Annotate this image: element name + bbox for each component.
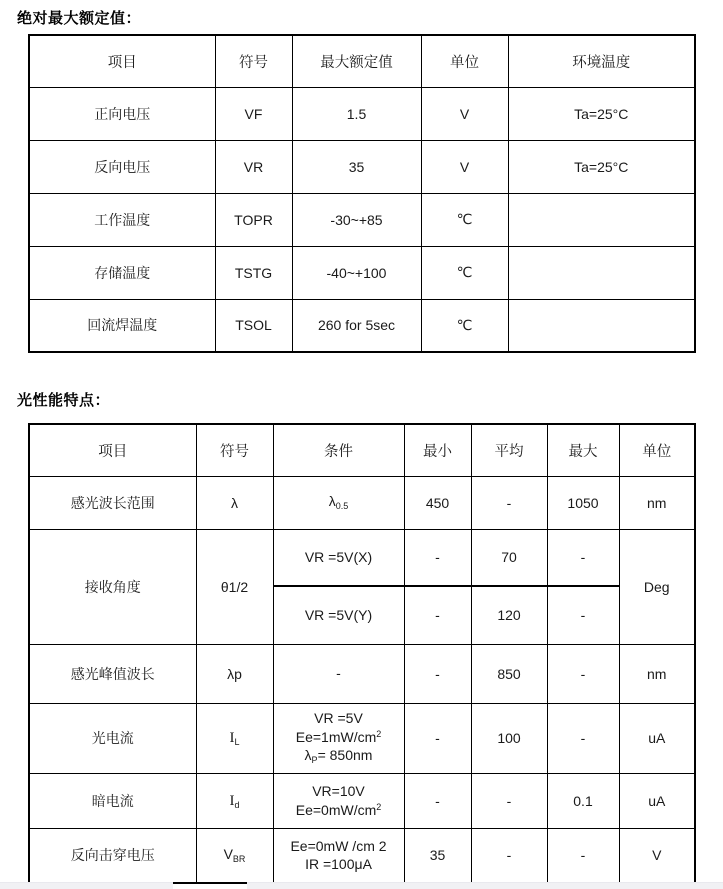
table-row-reflow-solder-temp (29, 299, 695, 352)
cell-unit: ℃ (421, 299, 508, 352)
cell-ambient (508, 246, 695, 299)
column-header-min: 最小 (404, 424, 471, 476)
cell-ambient (508, 193, 695, 246)
cell-condition (273, 703, 404, 773)
cell-item: 光电流 (29, 703, 196, 773)
cell-min: - (404, 703, 471, 773)
page-bottom-strip (0, 882, 723, 889)
cell-avg: - (471, 773, 547, 828)
column-header-item: 项目 (29, 35, 215, 87)
cell-condition (273, 773, 404, 828)
column-header-ambient-temp: 环境温度 (508, 35, 695, 87)
cell-condition (273, 828, 404, 883)
cell-min: 450 (404, 476, 471, 529)
condition-line: VR=10V (312, 783, 365, 800)
table-row-dark-current (29, 773, 695, 828)
absolute-maximum-ratings-table (28, 34, 696, 353)
table-row-half-angle-x (29, 529, 695, 586)
cell-symbol (196, 773, 273, 828)
symbol-base: V (223, 846, 233, 863)
table-header-row (29, 35, 695, 87)
cell-unit: V (421, 140, 508, 193)
section-title-absolute-maximum-ratings: 绝对最大额定值： (17, 10, 142, 27)
cell-item: 存储温度 (29, 246, 215, 299)
cell-value: -30~+85 (292, 193, 421, 246)
cell-symbol: TOPR (215, 193, 292, 246)
condition-line: IR =100μA (305, 856, 372, 873)
bottom-strip-left-segment (0, 882, 173, 889)
symbol-subscript: d (234, 799, 240, 810)
table-row-storage-temp (29, 246, 695, 299)
cell-unit: nm (619, 476, 695, 529)
cell-item: 回流焊温度 (29, 299, 215, 352)
symbol-base: I (229, 792, 235, 809)
cell-ambient (508, 299, 695, 352)
cell-symbol: λ (196, 476, 273, 529)
optical-characteristics-table (28, 423, 696, 884)
cell-unit: ℃ (421, 193, 508, 246)
cell-avg: 100 (471, 703, 547, 773)
condition-lambda: λ (328, 493, 336, 510)
column-header-avg: 平均 (471, 424, 547, 476)
cell-unit: uA (619, 773, 695, 828)
cell-value: 260 for 5sec (292, 299, 421, 352)
cell-avg: - (471, 476, 547, 529)
table-row-breakdown-voltage (29, 828, 695, 883)
cell-item: 工作温度 (29, 193, 215, 246)
cell-min: - (404, 529, 471, 586)
table-row-forward-voltage (29, 87, 695, 140)
condition-lambda: λ (304, 747, 312, 764)
column-header-symbol: 符号 (215, 35, 292, 87)
cell-max: - (547, 703, 619, 773)
condition-text: Ee=0mW/cm (295, 801, 377, 818)
table-row-operating-temp (29, 193, 695, 246)
table-row-wavelength-range (29, 476, 695, 529)
column-header-condition: 条件 (273, 424, 404, 476)
cell-symbol: θ1/2 (196, 529, 273, 644)
cell-max: 0.1 (547, 773, 619, 828)
cell-ambient: Ta=25°C (508, 87, 695, 140)
cell-item: 正向电压 (29, 87, 215, 140)
condition-lambda-subscript: P (311, 755, 318, 766)
column-header-max: 最大 (547, 424, 619, 476)
cell-avg: 120 (471, 586, 547, 644)
table-row-light-current (29, 703, 695, 773)
cell-avg: 70 (471, 529, 547, 586)
cell-unit: V (421, 87, 508, 140)
table-row-reverse-voltage (29, 140, 695, 193)
cell-item: 暗电流 (29, 773, 196, 828)
cell-symbol: VR (215, 140, 292, 193)
condition-superscript: 2 (376, 801, 382, 812)
section-title-optical-characteristics: 光性能特点： (17, 392, 111, 409)
cell-unit: ℃ (421, 246, 508, 299)
cell-value: 1.5 (292, 87, 421, 140)
column-header-unit: 单位 (619, 424, 695, 476)
cell-min: 35 (404, 828, 471, 883)
condition-line (274, 746, 404, 767)
cell-min: - (404, 586, 471, 644)
cell-item: 感光峰值波长 (29, 644, 196, 703)
cell-unit: nm (619, 644, 695, 703)
column-header-unit: 单位 (421, 35, 508, 87)
column-header-item: 项目 (29, 424, 196, 476)
cell-symbol: VF (215, 87, 292, 140)
bottom-strip-right-segment (247, 882, 723, 889)
cell-item: 反向击穿电压 (29, 828, 196, 883)
condition-text: = 850nm (317, 747, 373, 764)
cell-max: - (547, 644, 619, 703)
symbol-base: I (229, 730, 235, 746)
cell-symbol (196, 703, 273, 773)
cell-condition: - (273, 644, 404, 703)
symbol-subscript: BR (232, 854, 246, 865)
cell-condition: VR =5V(X) (273, 529, 404, 586)
condition-line: Ee=0mW /cm 2 (290, 837, 387, 854)
cell-max: 1050 (547, 476, 619, 529)
cell-min: - (404, 644, 471, 703)
condition-lambda-subscript: 0.5 (335, 501, 349, 512)
cell-condition (273, 476, 404, 529)
cell-ambient: Ta=25°C (508, 140, 695, 193)
cell-item: 感光波长范围 (29, 476, 196, 529)
cell-unit: V (619, 828, 695, 883)
cell-symbol: TSTG (215, 246, 292, 299)
condition-line (274, 801, 404, 819)
cell-symbol (196, 828, 273, 883)
cell-max: - (547, 529, 619, 586)
cell-avg: 850 (471, 644, 547, 703)
cell-unit: uA (619, 703, 695, 773)
symbol-subscript: L (234, 737, 240, 747)
cell-item: 接收角度 (29, 529, 196, 644)
cell-item: 反向电压 (29, 140, 215, 193)
cell-symbol: TSOL (215, 299, 292, 352)
condition-text: Ee=1mW/cm (295, 728, 377, 745)
cell-max: - (547, 828, 619, 883)
column-header-max-rating: 最大额定值 (292, 35, 421, 87)
table-header-row (29, 424, 695, 476)
condition-superscript: 2 (376, 728, 382, 739)
cell-value: -40~+100 (292, 246, 421, 299)
table-row-peak-wavelength (29, 644, 695, 703)
cell-condition: VR =5V(Y) (273, 586, 404, 644)
cell-min: - (404, 773, 471, 828)
cell-avg: - (471, 828, 547, 883)
condition-line: VR =5V (314, 710, 363, 727)
cell-unit: Deg (619, 529, 695, 644)
cell-symbol: λp (196, 644, 273, 703)
cell-max: - (547, 586, 619, 644)
condition-line (274, 728, 404, 746)
cell-value: 35 (292, 140, 421, 193)
column-header-symbol: 符号 (196, 424, 273, 476)
